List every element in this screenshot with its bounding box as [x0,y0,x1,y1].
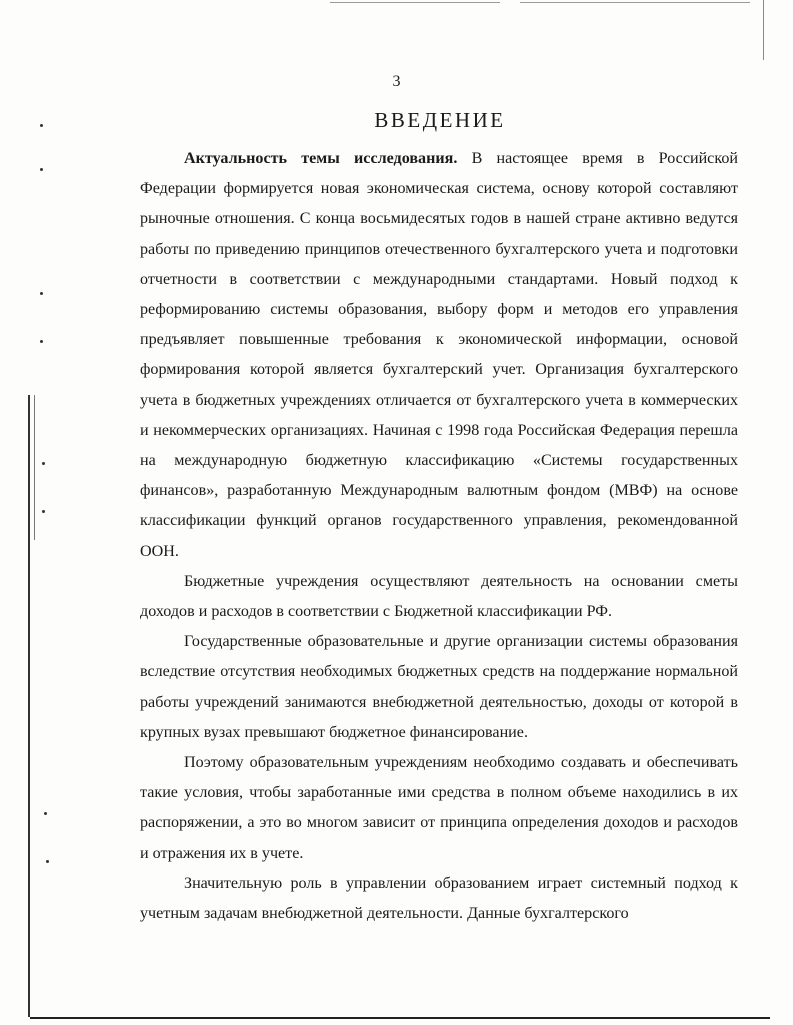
scan-speck [42,462,45,465]
scan-speck [40,292,43,295]
paragraph: Значительную роль в управлении образованием играет системный подход к учетным задачам внебюджетной деятельности. Данные бухгалтерского [140,874,738,923]
page-number: 3 [392,73,401,90]
paragraph-text: В настоящее время в Российской Федерации формируется новая экономическая система, основу которой составляют рыночные отношения. С конца восьмидесятых годов в нашей стране активно ведутся работы по приведению принципов отечественного бухгалтерского учета и подготовки отчетности в соответствии с международными стандартами. Новый подход к реформированию системы образования, выбору форм и методов его управления предъявляет повышенные требования к экономической информации, основой формирования которой является бухгалтерский учет. Организация бухгалтерского учета в бюджетных учреждениях отличается от бухгалтерского учета в коммерческих и некоммерческих организациях. Начиная с 1998 года Российская Федерация перешла на международную бюджетную классификацию «Системы государственных финансов», разработанную Международным валютным фондом (МВФ) на основе классификации функций органов государственного управления, рекомендованной ООН. [140,150,738,560]
scan-left-rule [34,395,35,540]
scan-speck [44,812,47,815]
scan-speck [42,510,45,513]
paragraph: Государственные образовательные и другие организации системы образования вследствие отсутствия необходимых бюджетных средств на поддержание нормальной работы учреждений занимаются внебюджетной деятельностью, доходы от которой в крупных вузах превышают бюджетное финансирование. [140,633,738,741]
paragraph: Бюджетные учреждения осуществляют деятельность на основании сметы доходов и расходов в соответствии с Бюджетной классификации РФ. [140,572,738,621]
scan-speck [40,340,43,343]
paragraph [140,144,738,567]
scan-speck [46,860,49,863]
scan-speck [40,124,43,127]
scan-top-rule [330,2,500,3]
paragraph-lead: Актуальность темы исследования. [184,150,458,167]
scan-bottom-rule [30,1017,770,1019]
scan-right-edge [763,0,764,60]
paragraph: Поэтому образовательным учреждениям необходимо создавать и обеспечивать такие условия, чтобы заработанные ими средства в полном объеме находились в их распоряжении, а это во многом зависит от принципа определения доходов и расходов и отражения их в учете. [140,754,738,862]
scan-speck [40,168,43,171]
body-text [140,144,738,929]
scan-top-rule [520,2,750,3]
section-heading: ВВЕДЕНИЕ [374,108,506,132]
scan-left-rule [28,395,30,1017]
